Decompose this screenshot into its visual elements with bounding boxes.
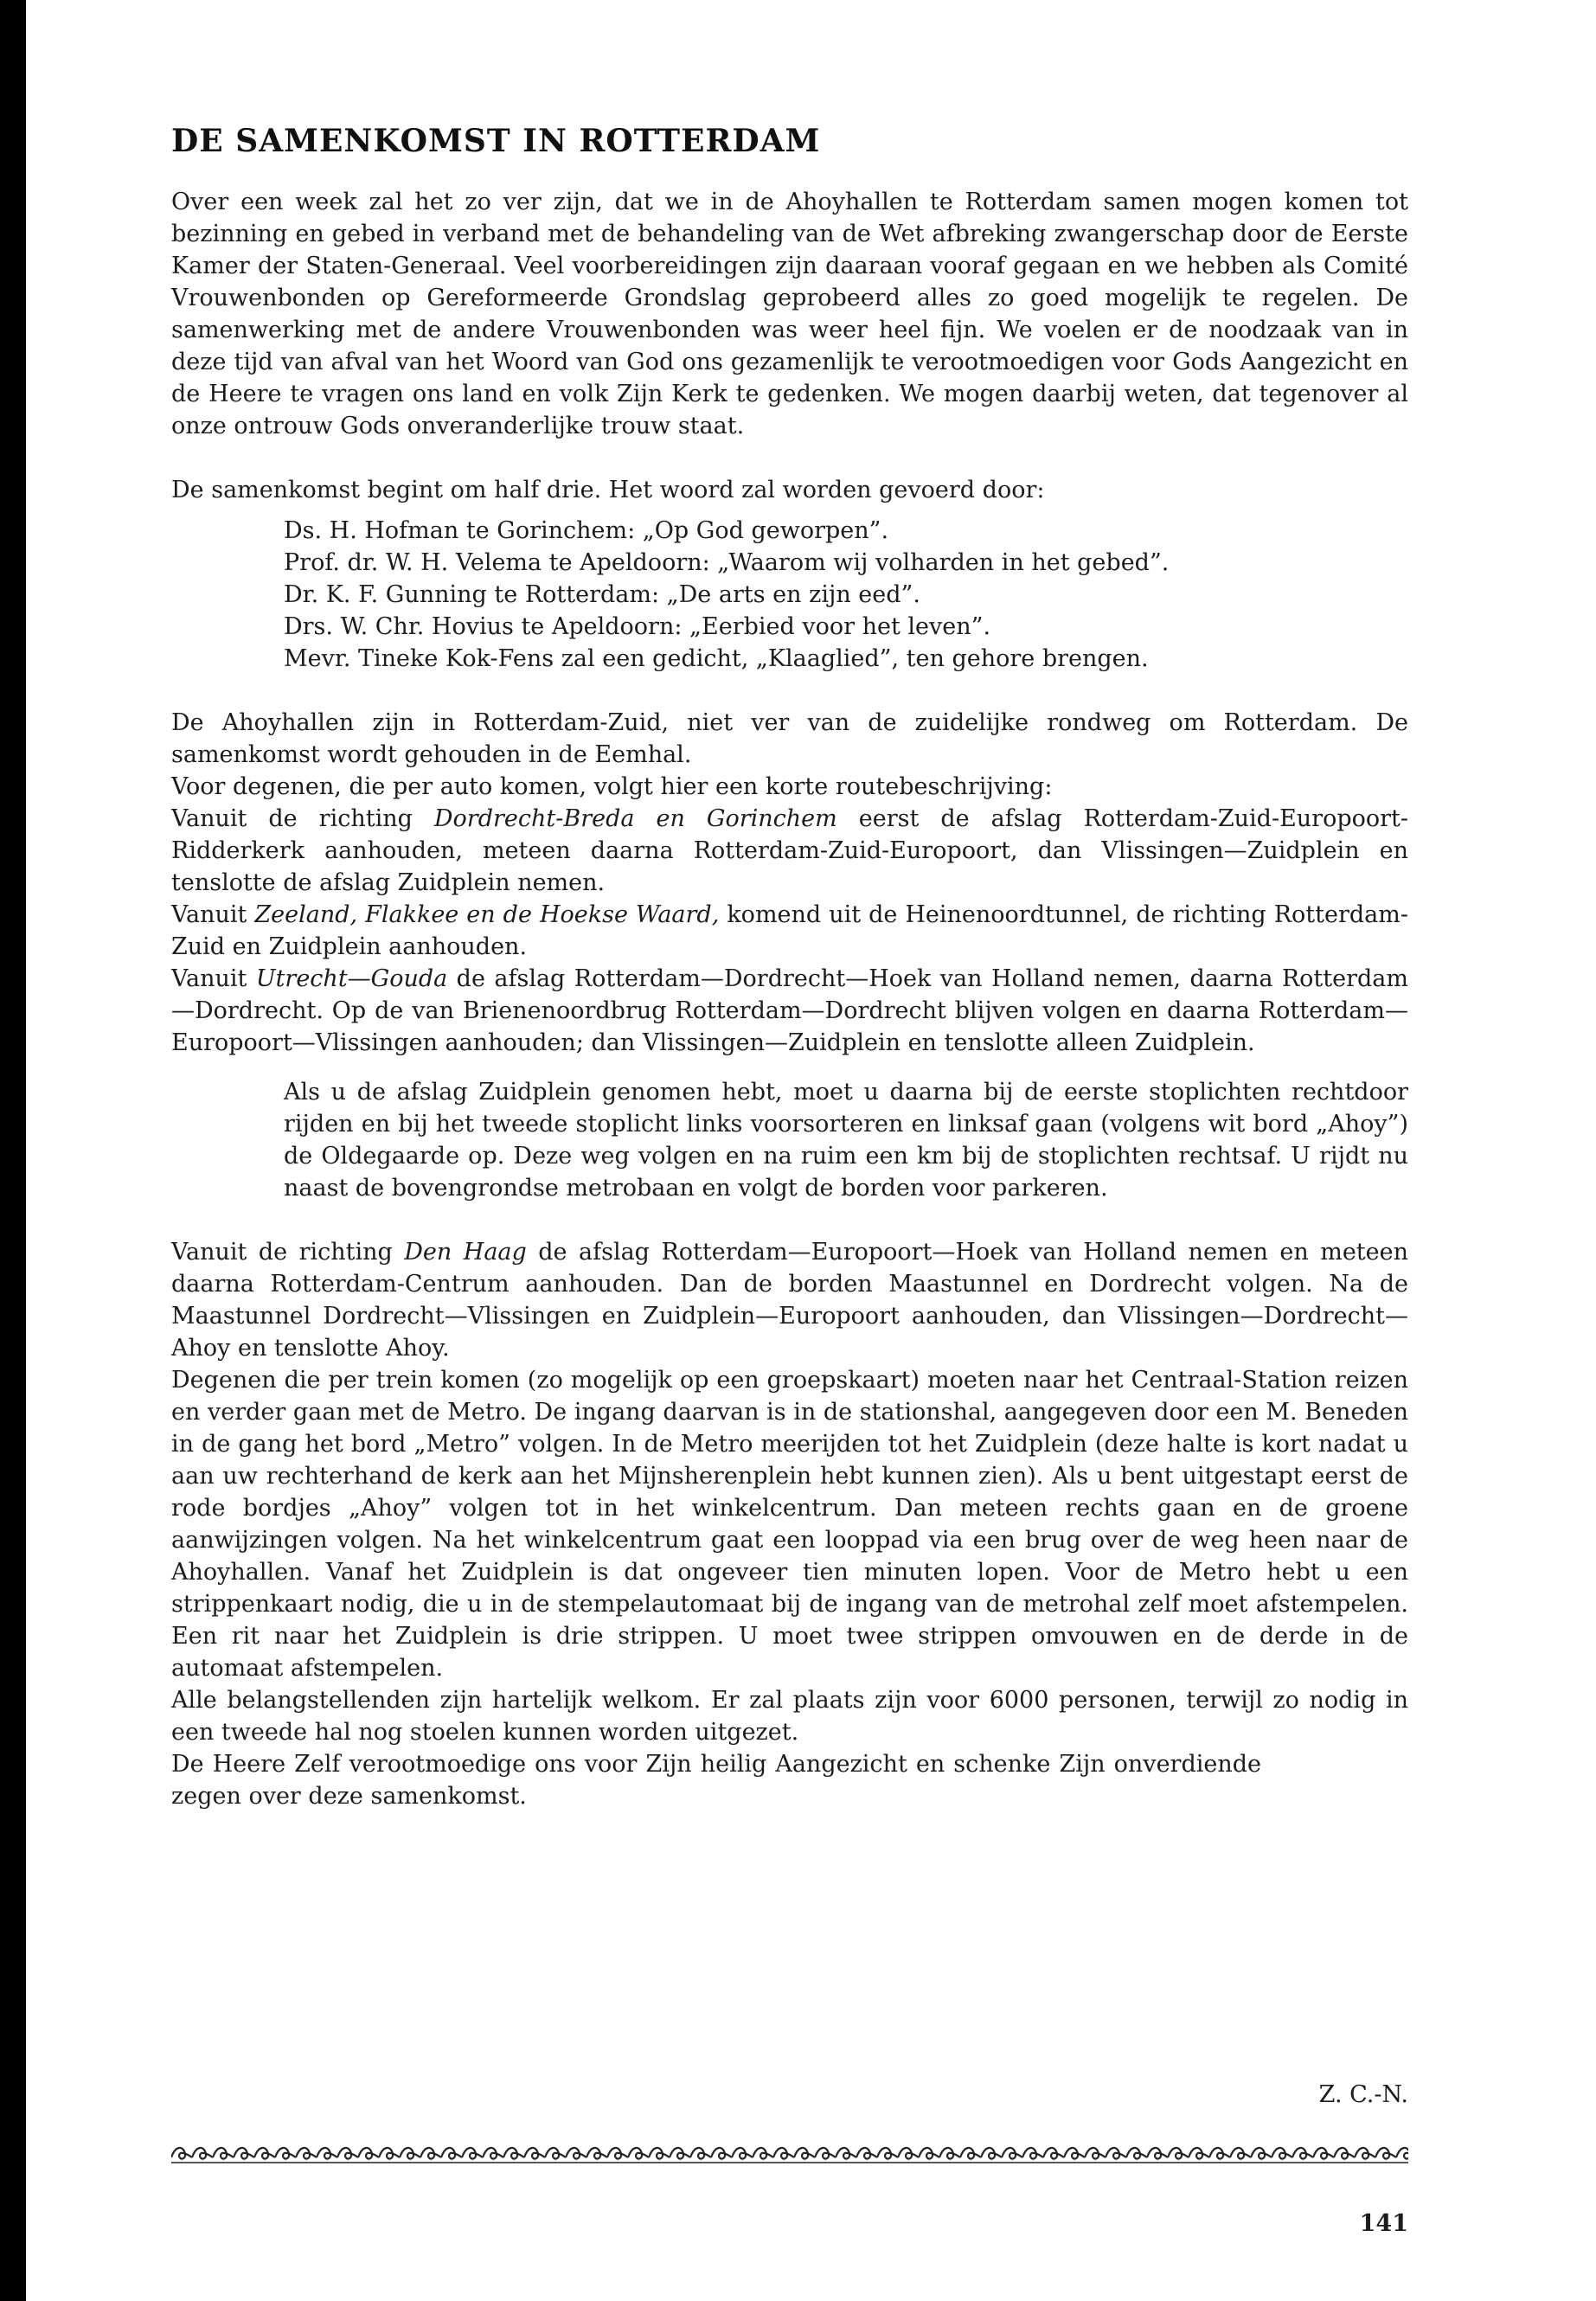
zuidplein-directions: Als u de afslag Zuidplein genomen hebt, moet u daarna bij de eerste stoplichten rechtdoor rijden en bij het tweede stoplicht links voorsorteren en linksaf gaan (volgens wit bord „Ahoy”) de Oldegaarde op. Deze weg volgen en na ruim een km bij de stoplichten rechtsaf. U rijdt nu naast de bovengrondse metrobaan en volgt de borden voor parkeren. — [284, 1079, 1408, 1202]
speaker-item: Ds. H. Hofman te Gorinchem: „Op God geworpen”. — [284, 517, 889, 544]
route-den-haag-paragraph: Vanuit de richting Den Haag de afslag Rotterdam—Europoort—Hoek van Holland nemen en meteen daarna Rotterdam-Centrum aanhouden. Dan de borden Maastunnel en Dordrecht volgen. Na de Maastunnel Dordrecht—Vlissingen en Zuidplein—Europoort aanhouden, dan Vlissingen—Dordrecht—Ahoy en tenslotte Ahoy. — [171, 1239, 1408, 1362]
closing-paragraph: De Heere Zelf verootmoedige ons voor Zijn heilig Aangezicht en schenke Zijn onverdiende zegen over deze samenkomst. — [171, 1751, 1261, 1810]
speaker-item: Mevr. Tineke Kok-Fens zal een gedicht, „Klaaglied”, ten gehore brengen. — [284, 645, 1149, 672]
start-time-paragraph: De samenkomst begint om half drie. Het woord zal worden gevoerd door: — [171, 477, 1045, 503]
route-utrecht-paragraph: Vanuit Utrecht—Gouda de afslag Rotterdam—Dordrecht—Hoek van Holland nemen, daarna Rotterdam—Dordrecht. Op de van Brienenoordbrug Rotterdam—Dordrecht blijven volgen en daarna Rotterdam—Europoort—Vlissingen aanhouden; dan Vlissingen—Zuidplein en tenslotte alleen Zuidplein. — [171, 965, 1409, 1056]
route-zeeland-paragraph: Vanuit Zeeland, Flakkee en de Hoekse Waard, komend uit de Heinenoordtunnel, de richting Rotterdam-Zuid en Zuidplein aanhouden. — [171, 901, 1408, 960]
location-paragraph: De Ahoyhallen zijn in Rotterdam-Zuid, niet ver van de zuidelijke rondweg om Rotterdam. De samenkomst wordt gehouden in de Eemhal. — [171, 709, 1408, 768]
train-paragraph: Degenen die per trein komen (zo mogelijk op een groepskaart) moeten naar het Centraal-Station reizen en verder gaan met de Metro. De ingang daarvan is in de stationshal, aangegeven door een M. Beneden in de gang het bord „Metro” volgen. In de Metro meerijden tot het Zuidplein (deze halte is kort nadat u aan uw rechterhand de kerk aan het Mijnsherenplein hebt kunnen zien). Als u bent uitgestapt eerst de rode bordjes „Ahoy” volgen tot in het winkelcentrum. Dan meteen rechts gaan en de groene aanwijzingen volgen. Na het winkelcentrum gaat een looppad via een brug over de weg heen naar de Ahoyhallen. Vanaf het Zuidplein is dat ongeveer tien minuten lopen. Voor de Metro hebt u een strippenkaart nodig, die u in de stempelautomaat bij de ingang van de metrohal zelf moet afstempelen. Een rit naar het Zuidplein is drie strippen. U moet twee strippen omvouwen en de derde in de automaat afstempelen. — [171, 1367, 1408, 1682]
zuidplein-directions-block — [171, 1076, 1408, 1204]
welcome-paragraph: Alle belangstellenden zijn hartelijk welkom. Er zal plaats zijn voor 6000 personen, terwijl zo nodig in een tweede hal nog stoelen kunnen worden uitgezet. — [171, 1687, 1408, 1746]
scan-edge-bar — [0, 0, 26, 2301]
speaker-item: Prof. dr. W. H. Velema te Apeldoorn: „Waarom wij volharden in het gebed”. — [284, 549, 1170, 576]
ornamental-border — [171, 2144, 1408, 2166]
route-intro-paragraph: Voor degenen, die per auto komen, volgt hier een korte routebeschrijving: — [171, 773, 1053, 800]
document-page — [171, 0, 1408, 2301]
speaker-item: Drs. W. Chr. Hovius te Apeldoorn: „Eerbied voor het leven”. — [284, 613, 991, 640]
speaker-list — [171, 515, 1408, 675]
intro-paragraph: Over een week zal het zo ver zijn, dat we in de Ahoyhallen te Rotterdam samen mogen komen tot bezinning en gebed in verband met de behandeling van de Wet afbreking zwangerschap door de Eerste Kamer der Staten-Generaal. Veel voorbereidingen zijn daaraan vooraf gegaan en we hebben als Comité Vrouwenbonden op Gereformeerde Grondslag geprobeerd alles zo goed mogelijk te regelen. De samenwerking met de andere Vrouwenbonden was weer heel fijn. We voelen er de noodzaak van in deze tijd van afval van het Woord van God ons gezamenlijk te verootmoedigen voor Gods Aangezicht en de Heere te vragen ons land en volk Zijn Kerk te gedenken. We mogen daarbij weten, dat tegenover al onze ontrouw Gods onveranderlijke trouw staat. — [171, 189, 1408, 439]
page-number: 141 — [1359, 2210, 1408, 2237]
route-dordrecht-paragraph: Vanuit de richting Dordrecht-Breda en Gorinchem eerst de afslag Rotterdam-Zuid-Europoort-Ridderkerk aanhouden, meteen daarna Rotterdam-Zuid-Europoort, dan Vlissingen—Zuidplein en tenslotte de afslag Zuidplein nemen. — [171, 805, 1408, 896]
author-signature: Z. C.-N. — [1318, 2081, 1408, 2108]
speaker-item: Dr. K. F. Gunning te Rotterdam: „De arts en zijn eed”. — [284, 581, 920, 608]
article-title: DE SAMENKOMST IN ROTTERDAM — [171, 123, 821, 159]
article-body — [171, 186, 1408, 1812]
